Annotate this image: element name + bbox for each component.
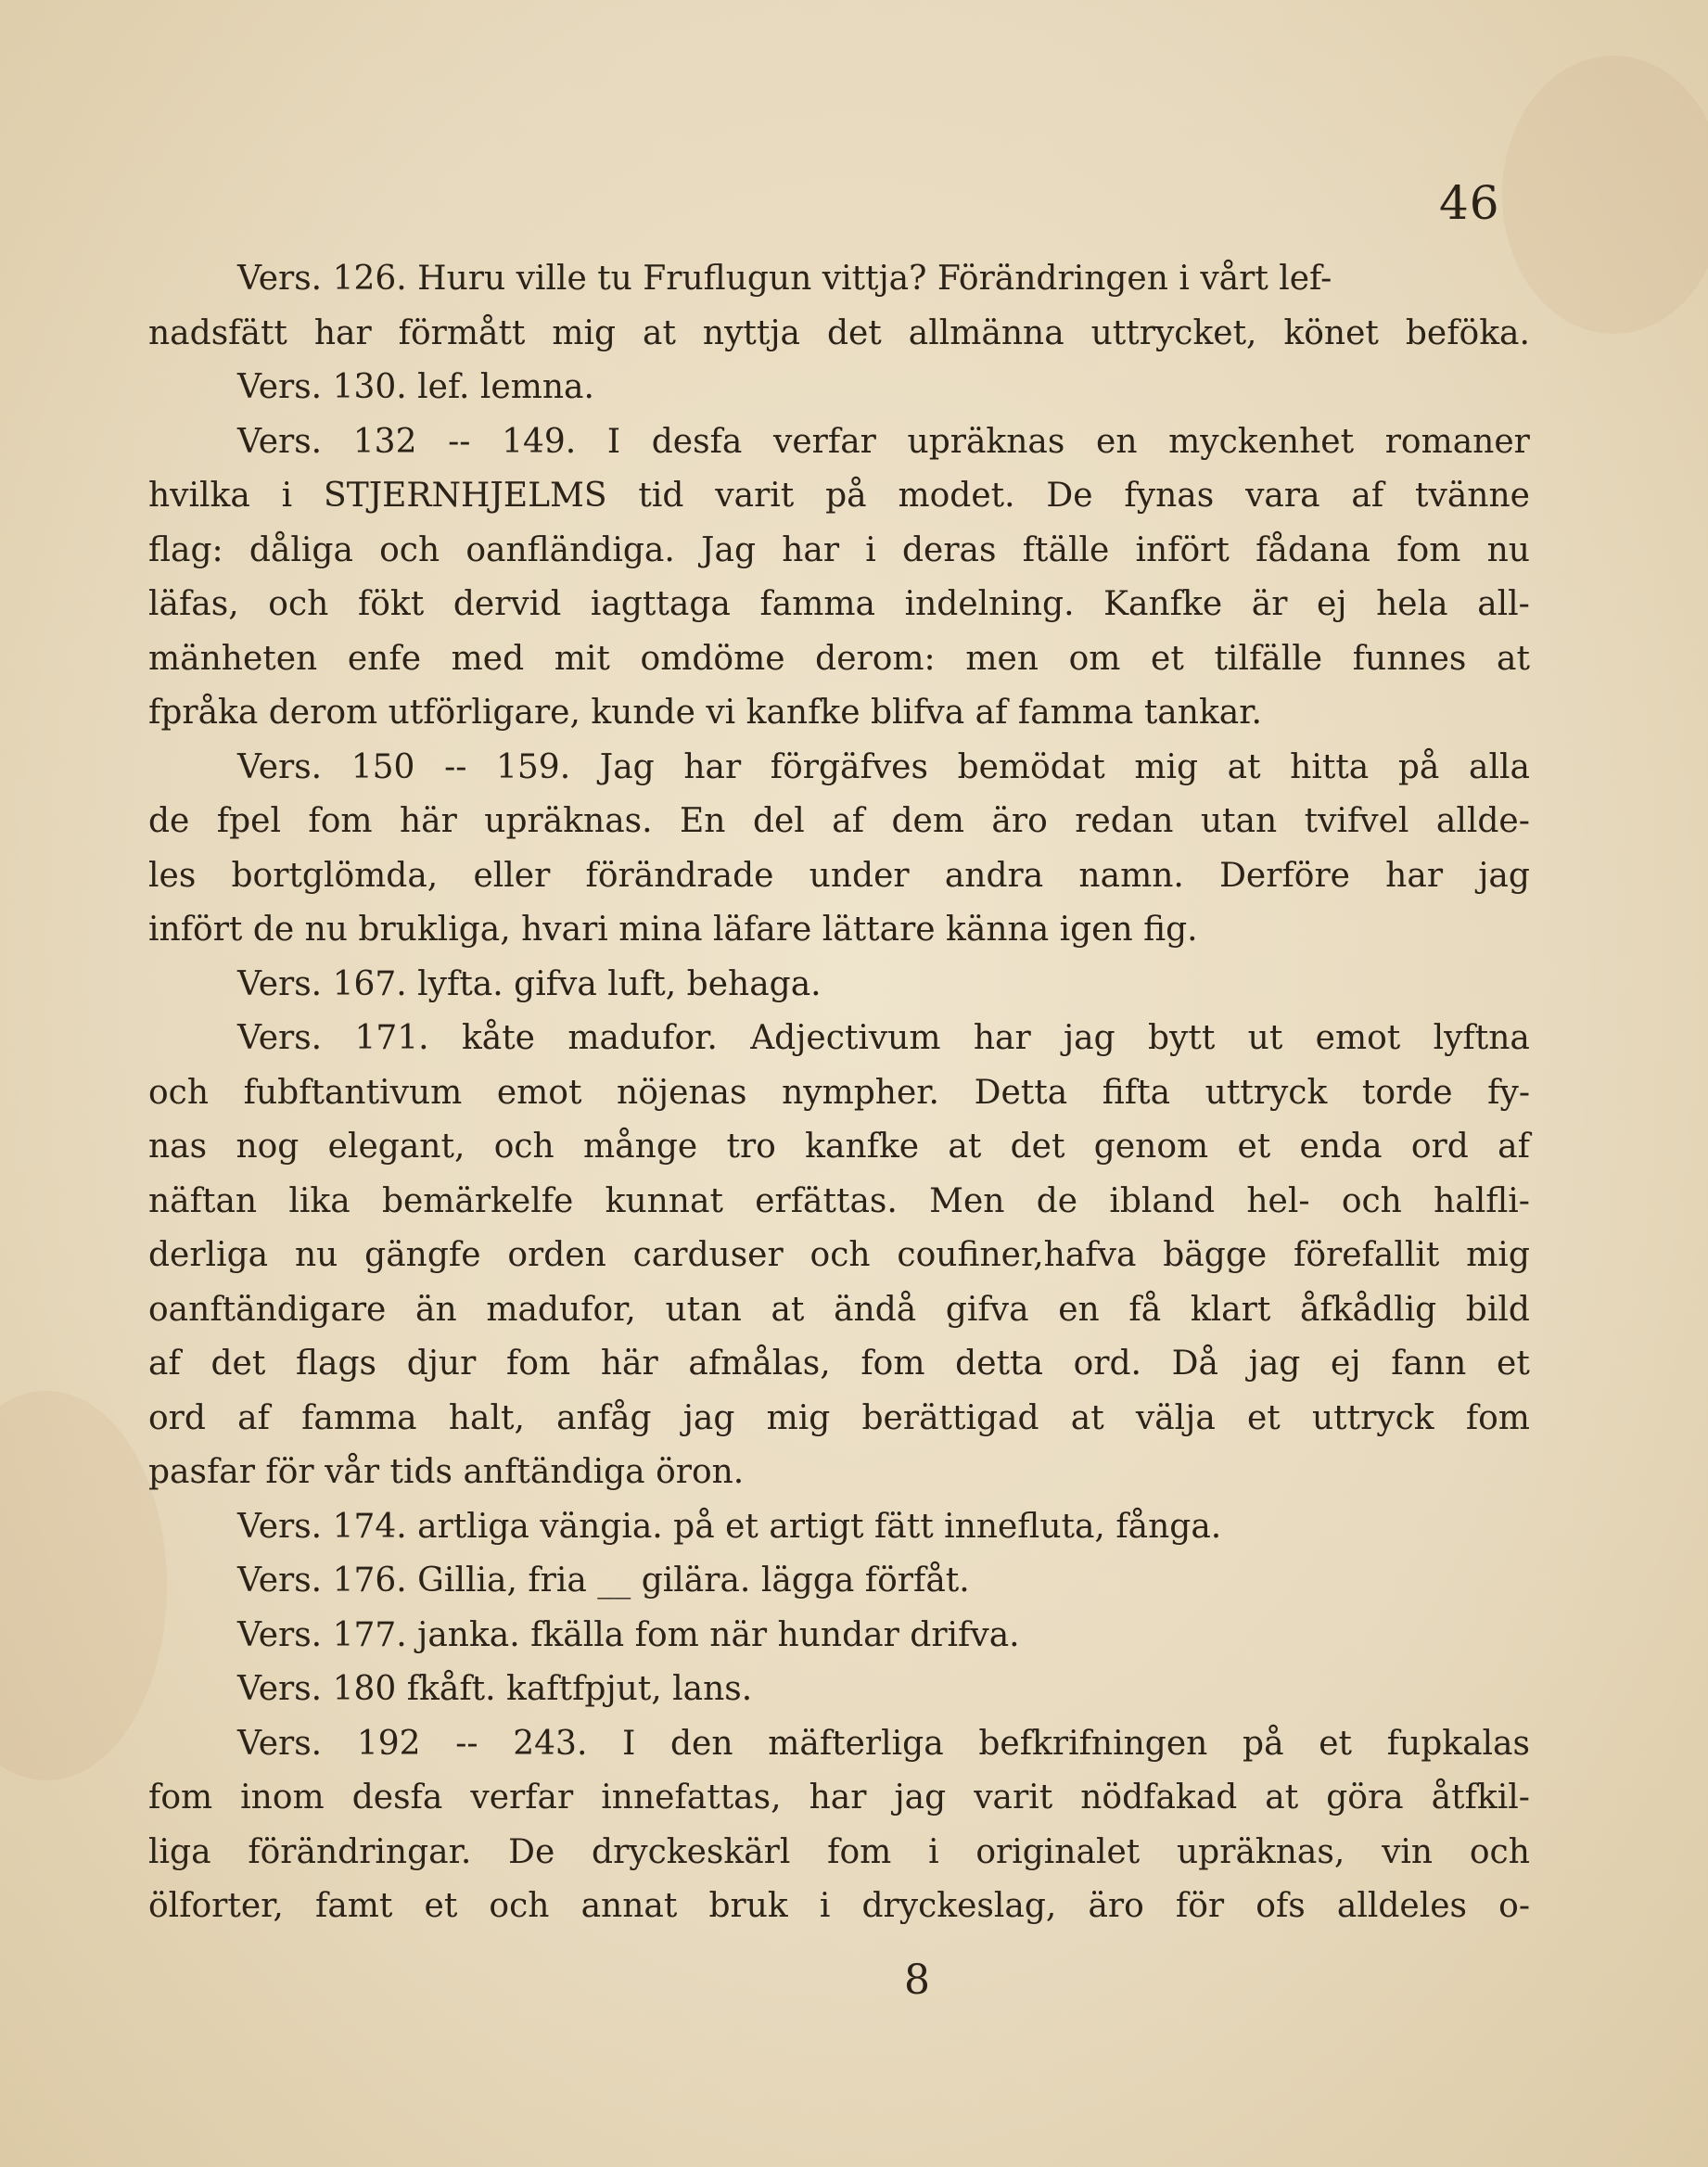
text-line: Vers. 167. lyfta. gifva luft, behaga.	[237, 964, 822, 1003]
text-line: Vers. 176. Gillia, fria __ gilära. lägga förfåt.	[237, 1562, 970, 1600]
text-line: nadsfätt har förmått mig at nyttja det allmänna uttrycket, könet befökа.	[148, 313, 1530, 352]
text-line: de fpel fom här upräknas. En del af dem äro redan utan tvifvel allde-	[148, 802, 1530, 840]
text-line: fpråka derom utförligare, kunde vi kanfke blifva af famma tankar.	[148, 694, 1262, 732]
text-line: Vers. 177. janka. fkälla fom när hundar drifva.	[237, 1615, 1020, 1654]
text-line: och fubftantivum emot nöjenas nympher. Detta fifta uttryck torde fy-	[148, 1073, 1530, 1112]
text-line: ord af famma halt, anfåg jag mig berättigad at välja et uttryck fom	[148, 1398, 1530, 1437]
text-line: Vers. 126. Huru ville tu Fruflugun vittja? Förändringen i vårt lef-	[237, 260, 1332, 298]
text-line: Vers. 171. kåte madufor. Adjectivum har jag bytt ut emot lyftna	[237, 1019, 1530, 1057]
text-line: Vers. 192 -- 243. I den mäfterliga befkrifningen på et fupkalas	[237, 1724, 1530, 1763]
text-line: Vers. 132 -- 149. I desfa verfar upräknas en myckenhet romaner	[237, 422, 1530, 461]
text-line: Vers. 174. artliga vängia. på et artigt fätt innefluta, fånga.	[237, 1507, 1222, 1546]
text-line: af det flags djur fom här afmålas, fom detta ord. Då jag ej fann et	[148, 1345, 1530, 1383]
text-line: ölforter, famt et och annat bruk i dryckeslag, äro för ofs alldeles o-	[148, 1887, 1530, 1925]
text-line: fom inom desfa verfar innefattas, har jag varit nödfakad at göra åtfkil-	[148, 1778, 1530, 1816]
text-line: mänheten enfe med mit omdöme derom: men om et tilfälle funnes at	[148, 639, 1530, 678]
signature-mark: 8	[904, 1957, 930, 2004]
text-line: Vers. 180 fkåft. kaftfpjut, lans.	[237, 1670, 753, 1708]
paper-stain	[1502, 56, 1708, 334]
page-number: 46	[1439, 176, 1500, 230]
text-line: oanftändigare än madufor, utan at ändå gifva en få klart åfkådlig bild	[148, 1290, 1530, 1329]
text-line: Vers. 130. lef. lemna.	[237, 368, 594, 406]
text-line: infört de nu brukliga, hvari mina läfare lättare känna igen fig.	[148, 911, 1198, 949]
text-line: les bortglömda, eller förändrade under andra namn. Derföre har jag	[148, 856, 1530, 895]
text-line: näftan lika bemärkelfe kunnat erfättas. Men de ibland hel- och halfli-	[148, 1181, 1530, 1220]
text-line: läfas, och fökt dervid iagttaga famma indelning. Kanfke är ej hela all-	[148, 585, 1530, 623]
text-line: hvilka i STJERNHJELMS tid varit på modet. De fynas vara af tvänne	[148, 477, 1530, 515]
text-line: flag: dåliga och oanfländiga. Jag har i deras ftälle infört fådana fom nu	[148, 530, 1530, 569]
text-line: liga förändringar. De dryckeskärl fom i originalet upräknas, vin och	[148, 1832, 1530, 1871]
text-line: nas nog elegant, och månge tro kanfke at det genom et enda ord af	[148, 1128, 1530, 1166]
body-text	[148, 252, 1530, 1934]
text-line: derliga nu gängfe orden carduser och coufiner,hafva bägge förefallit mig	[148, 1236, 1530, 1274]
paper-stain	[0, 1391, 167, 1780]
text-line: pasfar för vår tids anftändiga öron.	[148, 1453, 745, 1491]
text-line: Vers. 150 -- 159. Jag har förgäfves bemödat mig at hitta på alla	[237, 747, 1530, 786]
